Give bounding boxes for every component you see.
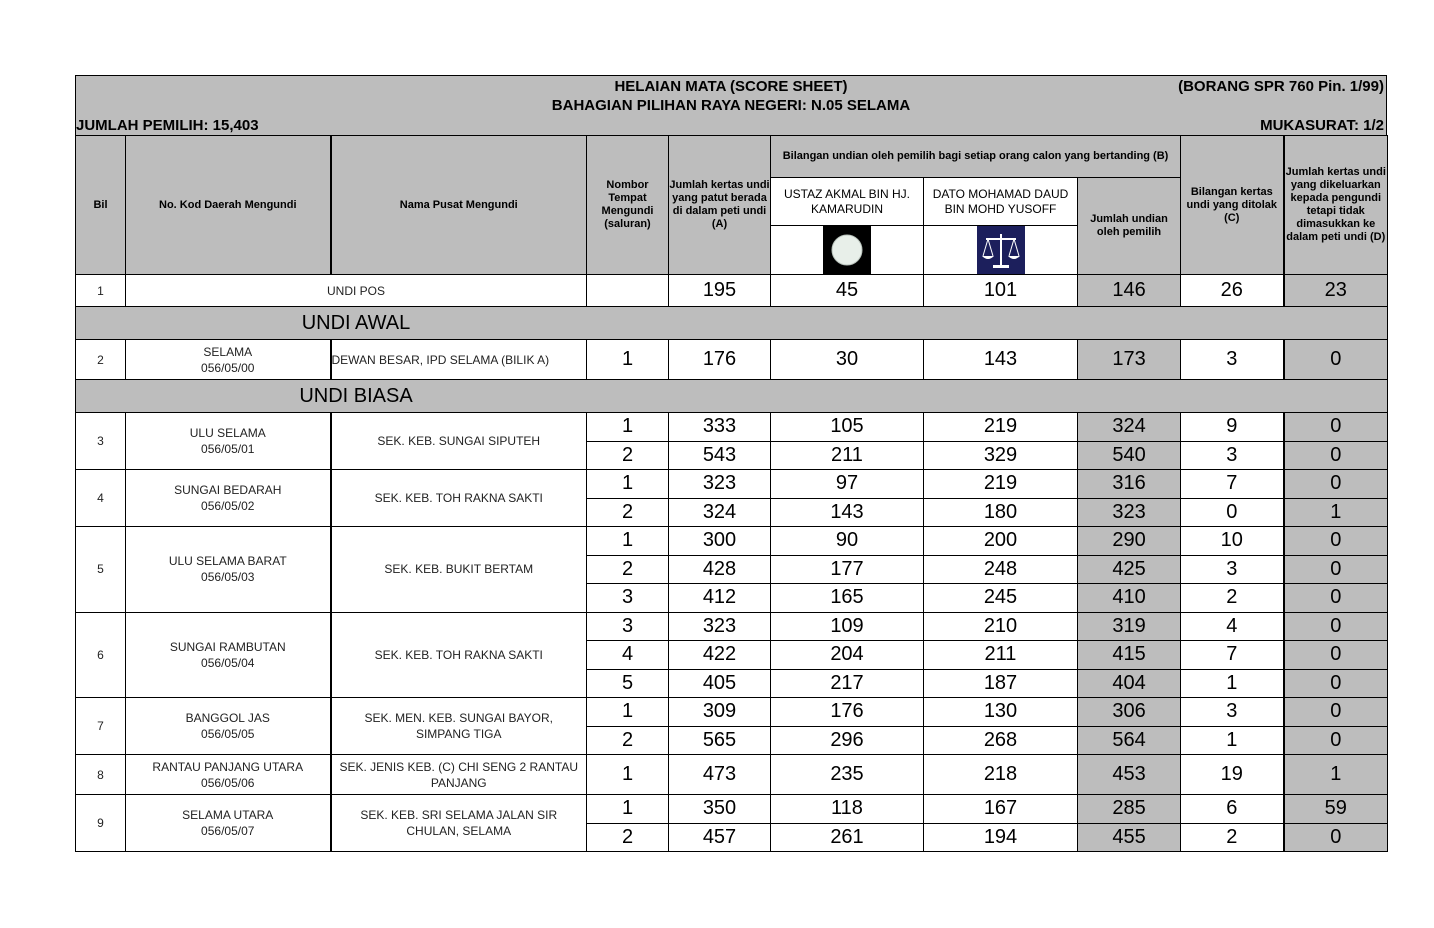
total-votes: 323 bbox=[1078, 498, 1181, 527]
rejected-c: 10 bbox=[1181, 527, 1284, 556]
votes-candidate-1: 90 bbox=[771, 527, 924, 556]
votes-candidate-2: 218 bbox=[924, 755, 1078, 795]
ballots-a: 333 bbox=[669, 413, 771, 442]
polling-centre: SEK. JENIS KEB. (C) CHI SENG 2 RANTAU PANJANG bbox=[331, 755, 587, 795]
col-total-votes: Jumlah undian oleh pemilih bbox=[1078, 178, 1181, 275]
votes-candidate-2: 180 bbox=[924, 498, 1078, 527]
col-bil: Bil bbox=[76, 136, 126, 275]
total-votes: 540 bbox=[1078, 441, 1181, 470]
ballots-a: 543 bbox=[669, 441, 771, 470]
district-label: SELAMA UTARA bbox=[182, 808, 274, 822]
postal-cand1: 45 bbox=[771, 275, 924, 307]
district-code: 056/05/07 bbox=[201, 824, 255, 838]
district-code: 056/05/03 bbox=[201, 570, 255, 585]
ballots-a: 300 bbox=[669, 527, 771, 556]
table-row bbox=[76, 755, 1388, 795]
district-name bbox=[126, 470, 331, 527]
saluran: 3 bbox=[587, 584, 669, 613]
early-cand2: 143 bbox=[924, 340, 1078, 380]
votes-candidate-2: 329 bbox=[924, 441, 1078, 470]
total-voters: JUMLAH PEMILIH: 15,403 bbox=[76, 117, 259, 134]
votes-candidate-1: 235 bbox=[771, 755, 924, 795]
row-bil: 4 bbox=[76, 470, 126, 527]
rejected-c: 4 bbox=[1181, 612, 1284, 641]
ballots-a: 350 bbox=[669, 795, 771, 824]
total-votes: 324 bbox=[1078, 413, 1181, 442]
row-bil: 9 bbox=[76, 795, 126, 852]
early-centre: DEWAN BESAR, IPD SELAMA (BILIK A) bbox=[331, 340, 587, 380]
votes-candidate-1: 177 bbox=[771, 555, 924, 584]
unreturned-d: 0 bbox=[1284, 726, 1388, 755]
table-row bbox=[76, 413, 1388, 442]
unreturned-d: 0 bbox=[1284, 612, 1388, 641]
saluran: 1 bbox=[587, 755, 669, 795]
district-name bbox=[126, 413, 331, 470]
ballots-a: 565 bbox=[669, 726, 771, 755]
table-row bbox=[76, 470, 1388, 499]
saluran: 3 bbox=[587, 612, 669, 641]
district-name bbox=[126, 698, 331, 755]
row-bil: 3 bbox=[76, 413, 126, 470]
total-votes: 564 bbox=[1078, 726, 1181, 755]
total-votes: 453 bbox=[1078, 755, 1181, 795]
votes-candidate-2: 268 bbox=[924, 726, 1078, 755]
table-row bbox=[76, 698, 1388, 727]
candidate-1-symbol bbox=[771, 226, 924, 275]
col-a: Jumlah kertas undi yang patut berada di dalam peti undi (A) bbox=[669, 136, 771, 275]
early-a: 176 bbox=[669, 340, 771, 380]
votes-candidate-2: 219 bbox=[924, 470, 1078, 499]
postal-label: UNDI POS bbox=[126, 275, 587, 307]
polling-centre: SEK. KEB. BUKIT BERTAM bbox=[331, 527, 587, 613]
saluran: 2 bbox=[587, 726, 669, 755]
total-votes: 290 bbox=[1078, 527, 1181, 556]
district-label: RANTAU PANJANG UTARA bbox=[152, 759, 304, 774]
polling-centre: SEK. KEB. SUNGAI SIPUTEH bbox=[331, 413, 587, 470]
early-unreturned: 0 bbox=[1284, 340, 1388, 380]
ballots-a: 457 bbox=[669, 823, 771, 852]
unreturned-d: 1 bbox=[1284, 755, 1388, 795]
row-bil: 5 bbox=[76, 527, 126, 613]
candidate-1-name: USTAZ AKMAL BIN HJ. KAMARUDIN bbox=[771, 178, 924, 226]
col-pusat: Nama Pusat Mengundi bbox=[331, 136, 587, 275]
total-votes: 285 bbox=[1078, 795, 1181, 824]
polling-centre: SEK. KEB. TOH RAKNA SAKTI bbox=[331, 612, 587, 698]
moon-icon bbox=[823, 226, 871, 274]
score-sheet bbox=[75, 75, 1387, 852]
votes-candidate-1: 118 bbox=[771, 795, 924, 824]
table-row bbox=[76, 795, 1388, 824]
votes-candidate-1: 109 bbox=[771, 612, 924, 641]
district-code: 056/05/04 bbox=[201, 655, 255, 670]
ballots-a: 473 bbox=[669, 755, 771, 795]
early-cand1: 30 bbox=[771, 340, 924, 380]
ballots-a: 412 bbox=[669, 584, 771, 613]
votes-candidate-1: 296 bbox=[771, 726, 924, 755]
unreturned-d: 59 bbox=[1284, 795, 1388, 824]
candidate-2-symbol bbox=[924, 226, 1078, 275]
votes-candidate-2: 187 bbox=[924, 669, 1078, 698]
votes-candidate-2: 210 bbox=[924, 612, 1078, 641]
saluran: 1 bbox=[587, 795, 669, 824]
votes-candidate-1: 143 bbox=[771, 498, 924, 527]
district-name bbox=[126, 527, 331, 613]
votes-candidate-2: 211 bbox=[924, 641, 1078, 670]
total-votes: 306 bbox=[1078, 698, 1181, 727]
early-district: SELAMA 056/05/00 bbox=[126, 340, 331, 380]
district-label: ULU SELAMA BARAT bbox=[168, 554, 287, 569]
unreturned-d: 0 bbox=[1284, 584, 1388, 613]
unreturned-d: 0 bbox=[1284, 641, 1388, 670]
rejected-c: 9 bbox=[1181, 413, 1284, 442]
votes-candidate-2: 245 bbox=[924, 584, 1078, 613]
ballots-a: 323 bbox=[669, 612, 771, 641]
unreturned-d: 0 bbox=[1284, 669, 1388, 698]
col-b-group: Bilangan undian oleh pemilih bagi setiap orang calon yang bertanding (B) bbox=[771, 136, 1181, 178]
unreturned-d: 0 bbox=[1284, 698, 1388, 727]
row-bil: 6 bbox=[76, 612, 126, 698]
early-bil: 2 bbox=[76, 340, 126, 380]
scales-icon bbox=[977, 226, 1025, 274]
postal-saluran bbox=[587, 275, 669, 307]
total-votes: 415 bbox=[1078, 641, 1181, 670]
section-early-label: UNDI AWAL bbox=[301, 311, 411, 334]
total-votes: 404 bbox=[1078, 669, 1181, 698]
early-total: 173 bbox=[1078, 340, 1181, 380]
postal-rejected: 26 bbox=[1181, 275, 1284, 307]
votes-candidate-1: 97 bbox=[771, 470, 924, 499]
saluran: 1 bbox=[587, 698, 669, 727]
postal-cand2: 101 bbox=[924, 275, 1078, 307]
postal-a: 195 bbox=[669, 275, 771, 307]
rejected-c: 3 bbox=[1181, 441, 1284, 470]
votes-candidate-2: 200 bbox=[924, 527, 1078, 556]
saluran: 2 bbox=[587, 498, 669, 527]
rejected-c: 2 bbox=[1181, 823, 1284, 852]
section-normal-label: UNDI BIASA bbox=[299, 384, 413, 407]
postal-total: 146 bbox=[1078, 275, 1181, 307]
district-code: 056/05/05 bbox=[201, 727, 255, 741]
votes-candidate-2: 248 bbox=[924, 555, 1078, 584]
saluran: 1 bbox=[587, 470, 669, 499]
district-name bbox=[126, 755, 331, 795]
saluran: 2 bbox=[587, 555, 669, 584]
district-label: SUNGAI RAMBUTAN bbox=[169, 639, 286, 654]
early-rejected: 3 bbox=[1181, 340, 1284, 380]
early-saluran: 1 bbox=[587, 340, 669, 380]
rejected-c: 1 bbox=[1181, 669, 1284, 698]
rejected-c: 7 bbox=[1181, 641, 1284, 670]
sheet-title: HELAIAN MATA (SCORE SHEET) bbox=[614, 78, 848, 95]
col-c: Bilangan kertas undi yang ditolak (C) bbox=[1181, 136, 1284, 275]
district-code: 056/05/01 bbox=[201, 442, 255, 456]
unreturned-d: 0 bbox=[1284, 823, 1388, 852]
rejected-c: 3 bbox=[1181, 555, 1284, 584]
saluran: 2 bbox=[587, 823, 669, 852]
rejected-c: 2 bbox=[1181, 584, 1284, 613]
rejected-c: 1 bbox=[1181, 726, 1284, 755]
votes-candidate-1: 105 bbox=[771, 413, 924, 442]
rejected-c: 0 bbox=[1181, 498, 1284, 527]
saluran: 5 bbox=[587, 669, 669, 698]
total-votes: 316 bbox=[1078, 470, 1181, 499]
unreturned-d: 0 bbox=[1284, 413, 1388, 442]
saluran: 1 bbox=[587, 413, 669, 442]
unreturned-d: 0 bbox=[1284, 555, 1388, 584]
votes-candidate-2: 219 bbox=[924, 413, 1078, 442]
row-bil: 8 bbox=[76, 755, 126, 795]
total-votes: 319 bbox=[1078, 612, 1181, 641]
district-name bbox=[126, 612, 331, 698]
title-bar bbox=[75, 75, 1387, 135]
ballots-a: 422 bbox=[669, 641, 771, 670]
unreturned-d: 0 bbox=[1284, 470, 1388, 499]
polling-centre: SEK. KEB. SRI SELAMA JALAN SIR CHULAN, SELAMA bbox=[331, 795, 587, 852]
row-bil: 7 bbox=[76, 698, 126, 755]
early-row bbox=[76, 340, 1388, 380]
section-early-vote bbox=[76, 307, 1388, 340]
postal-bil: 1 bbox=[76, 275, 126, 307]
col-saluran: Nombor Tempat Mengundi (saluran) bbox=[587, 136, 669, 275]
votes-candidate-2: 130 bbox=[924, 698, 1078, 727]
ballots-a: 309 bbox=[669, 698, 771, 727]
col-kod: No. Kod Daerah Mengundi bbox=[126, 136, 331, 275]
ballots-a: 323 bbox=[669, 470, 771, 499]
rejected-c: 19 bbox=[1181, 755, 1284, 795]
saluran: 2 bbox=[587, 441, 669, 470]
candidate-2-name: DATO MOHAMAD DAUD BIN MOHD YUSOFF bbox=[924, 178, 1078, 226]
total-votes: 455 bbox=[1078, 823, 1181, 852]
votes-candidate-2: 167 bbox=[924, 795, 1078, 824]
district-code: 056/05/02 bbox=[201, 499, 255, 513]
ballots-a: 405 bbox=[669, 669, 771, 698]
rejected-c: 7 bbox=[1181, 470, 1284, 499]
saluran: 4 bbox=[587, 641, 669, 670]
district-code: 056/05/06 bbox=[201, 775, 255, 790]
polling-centre: SEK. MEN. KEB. SUNGAI BAYOR, SIMPANG TIGA bbox=[331, 698, 587, 755]
ballots-a: 324 bbox=[669, 498, 771, 527]
ballots-a: 428 bbox=[669, 555, 771, 584]
page-number: MUKASURAT: 1/2 bbox=[1260, 117, 1384, 134]
col-d: Jumlah kertas undi yang dikeluarkan kepada pengundi tetapi tidak dimasukkan ke dalam peti undi (D) bbox=[1284, 136, 1388, 275]
constituency-title: BAHAGIAN PILIHAN RAYA NEGERI: N.05 SELAMA bbox=[551, 97, 911, 114]
table-row bbox=[76, 527, 1388, 556]
postal-row bbox=[76, 275, 1388, 307]
votes-candidate-1: 165 bbox=[771, 584, 924, 613]
votes-candidate-2: 194 bbox=[924, 823, 1078, 852]
unreturned-d: 1 bbox=[1284, 498, 1388, 527]
score-table bbox=[75, 135, 1388, 852]
district-label: BANGGOL JAS bbox=[185, 711, 270, 725]
votes-candidate-1: 217 bbox=[771, 669, 924, 698]
postal-unreturned: 23 bbox=[1284, 275, 1388, 307]
total-votes: 410 bbox=[1078, 584, 1181, 613]
unreturned-d: 0 bbox=[1284, 527, 1388, 556]
district-label: ULU SELAMA bbox=[189, 426, 266, 440]
rejected-c: 3 bbox=[1181, 698, 1284, 727]
votes-candidate-1: 204 bbox=[771, 641, 924, 670]
table-row bbox=[76, 612, 1388, 641]
section-normal-vote bbox=[76, 380, 1388, 413]
saluran: 1 bbox=[587, 527, 669, 556]
votes-candidate-1: 261 bbox=[771, 823, 924, 852]
district-label: SUNGAI BEDARAH bbox=[174, 483, 282, 497]
district-name bbox=[126, 795, 331, 852]
unreturned-d: 0 bbox=[1284, 441, 1388, 470]
votes-candidate-1: 176 bbox=[771, 698, 924, 727]
form-code: (BORANG SPR 760 Pin. 1/99) bbox=[1178, 78, 1384, 95]
rejected-c: 6 bbox=[1181, 795, 1284, 824]
total-votes: 425 bbox=[1078, 555, 1181, 584]
polling-centre: SEK. KEB. TOH RAKNA SAKTI bbox=[331, 470, 587, 527]
votes-candidate-1: 211 bbox=[771, 441, 924, 470]
